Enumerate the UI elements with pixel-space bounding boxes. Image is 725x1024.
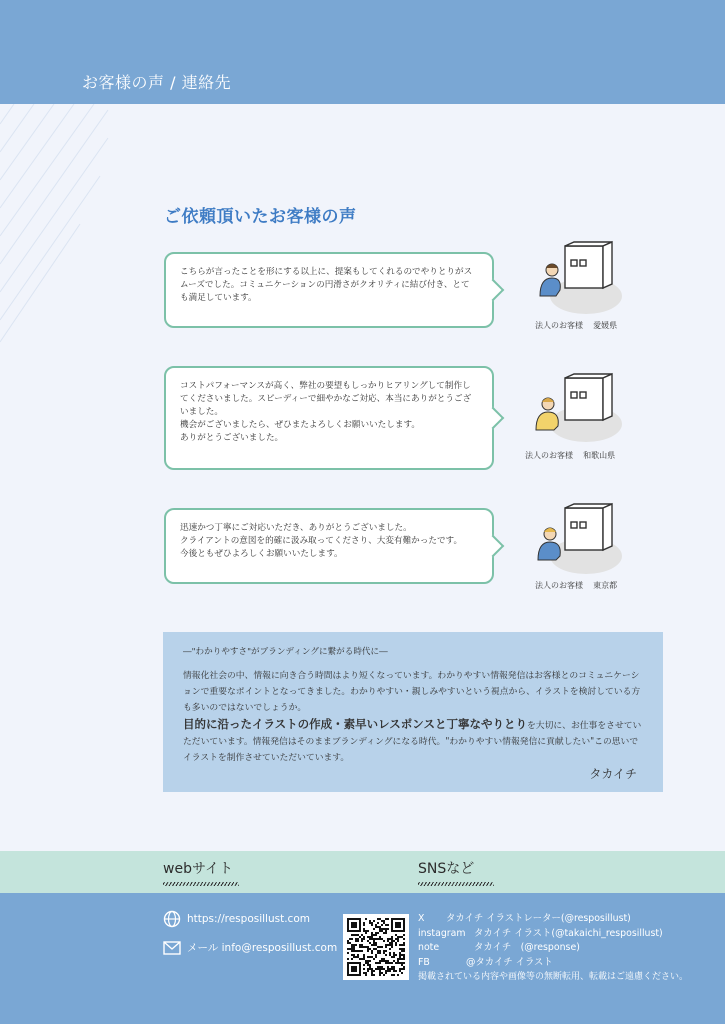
message-body-1: 情報化社会の中、情報に向き合う時間はより短くなっています。わかりやすい情報発信はお客様とのコミュニケーションで重要なポイントとなってきました。わかりやすい・親しみやすいという視点から、イラストを検討している方も多いのではないでしょうか。 — [183, 671, 641, 713]
page-header — [0, 0, 725, 104]
message-signature: タカイチ — [589, 767, 637, 781]
testimonial-caption-1 — [535, 320, 617, 331]
email-label: メール — [187, 942, 219, 954]
sns-value[interactable]: タカイチ (@response) — [474, 942, 580, 953]
sns-list — [418, 912, 688, 985]
footer-heading-band — [0, 851, 725, 893]
website-link[interactable] — [163, 910, 310, 928]
person-illustration — [540, 264, 560, 296]
web-heading-rule — [163, 882, 239, 886]
client-type: 法人のお客様 — [535, 321, 583, 330]
qr-code-image — [347, 918, 405, 976]
client-type: 法人のお客様 — [535, 581, 583, 590]
email-address[interactable]: info@resposillust.com — [221, 941, 338, 954]
message-emphasis: 目的に沿ったイラストの作成・素早いレスポンスと丁寧なやりとり — [183, 717, 527, 731]
sns-heading-text: SNSなど — [418, 861, 475, 877]
building-illustration — [565, 504, 612, 550]
client-illustration-2 — [528, 368, 624, 446]
mail-icon — [163, 941, 181, 955]
testimonial-bubble-3 — [164, 508, 494, 584]
person-illustration — [536, 398, 558, 430]
sns-key: FB — [418, 956, 430, 968]
sns-heading-rule — [418, 882, 494, 886]
message-box — [163, 632, 663, 792]
client-region: 東京都 — [593, 581, 618, 590]
person-illustration — [538, 528, 560, 560]
client-illustration-1 — [528, 240, 624, 318]
client-region: 愛媛県 — [593, 321, 618, 330]
building-illustration — [565, 374, 612, 420]
testimonial-bubble-1 — [164, 252, 494, 328]
sns-item-fb[interactable] — [418, 956, 688, 971]
client-illustration-3 — [528, 500, 624, 578]
qr-code — [343, 914, 409, 980]
testimonial-text: コストパフォーマンスが高く、弊社の要望もしっかりヒアリングして制作してくださいました。スピーディーで細やかなご対応、本当にありがとうございました。 機会がございましたら、ぜひまたよろしくお願いいたします。 ありがとうございました。 — [180, 381, 472, 443]
building-illustration — [565, 242, 612, 288]
email-link[interactable] — [163, 940, 337, 955]
decorative-stripes — [0, 104, 110, 344]
web-heading — [163, 858, 239, 886]
message-body-2: を大切に、お仕事をさせていただいています。情報発信はそのままブランディングになる時代。"わかりやすい情報発信に貢献したい"この思いでイラストを制作させていただいています。 — [183, 721, 642, 763]
testimonial-bubble-2 — [164, 366, 494, 470]
sns-item-note[interactable] — [418, 941, 688, 956]
sns-key: note — [418, 942, 440, 953]
testimonial-caption-2 — [525, 450, 615, 461]
client-type: 法人のお客様 — [525, 451, 573, 460]
web-heading-text: webサイト — [163, 861, 233, 877]
testimonial-caption-3 — [535, 580, 617, 591]
message-body-2-line — [183, 716, 645, 766]
section-title: ご依頼頂いたお客様の声 — [164, 207, 357, 227]
sns-value[interactable]: タカイチ イラスト(@takaichi_resposillust) — [474, 927, 663, 939]
copyright-notice: 掲載されている内容や画像等の無断転用、転載はご遠慮ください。 — [418, 972, 689, 982]
testimonial-text: 迅速かつ丁寧にご対応いただき、ありがとうございました。 クライアントの意図を的確に汲み取ってくださり、大変有難かったです。 今後ともぜひよろしくお願いいたします。 — [180, 523, 463, 559]
message-heading: ―"わかりやすさ"がブランディングに繋がる時代に― — [183, 647, 388, 657]
sns-value[interactable]: @タカイチ イラスト — [466, 956, 553, 968]
sns-item-instagram[interactable] — [418, 927, 688, 942]
sns-heading — [418, 858, 494, 886]
globe-icon — [163, 910, 181, 928]
sns-item-x[interactable] — [418, 912, 688, 927]
page-title: お客様の声 / 連絡先 — [82, 73, 232, 92]
sns-key: instagram — [418, 927, 466, 939]
testimonial-text: こちらが言ったことを形にする以上に、提案もしてくれるのでやりとりがスムーズでした。コミュニケーションの円滑さがクオリティに結び付き、とても満足しています。 — [180, 267, 473, 303]
website-url[interactable]: https://resposillust.com — [187, 913, 310, 925]
sns-value[interactable]: タカイチ イラストレーター(@resposillust) — [446, 913, 631, 924]
client-region: 和歌山県 — [583, 451, 616, 460]
sns-key: X — [418, 913, 425, 924]
